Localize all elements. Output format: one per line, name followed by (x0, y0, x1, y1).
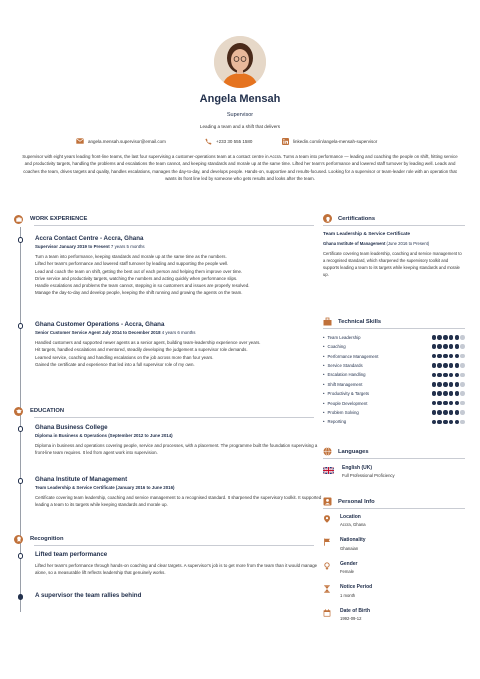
skill-name: • Escalation Handling (323, 372, 366, 377)
rating-dot (437, 335, 442, 340)
calendar-icon (323, 609, 331, 617)
avatar (214, 36, 266, 88)
timeline-dot (18, 426, 24, 432)
certifications-title: Certifications (338, 215, 376, 222)
skill-rating (432, 410, 466, 415)
languages-title: Languages (338, 448, 369, 455)
school-name: Ghana Institute of Management (35, 476, 128, 483)
skill-rating (432, 382, 466, 387)
rating-dot (455, 344, 460, 349)
skill-row (323, 351, 465, 360)
education-details: Certificate covering team leadership, coaching and service management to a recognised standard. It sharpened the supervisory toolkit. It supported leading a team to its targets while keeping standards and morale up. (35, 495, 322, 508)
education-entry (35, 424, 325, 457)
employer-name: Ghana Customer Operations - Accra, Ghana (35, 321, 165, 328)
rating-dot (460, 420, 465, 425)
personal-info-section (323, 496, 465, 631)
certificate-icon (323, 214, 332, 223)
experience-header (14, 213, 314, 225)
rating-dot (455, 382, 460, 387)
phone-contact[interactable] (205, 138, 252, 145)
info-value: 1992-09-12 (340, 616, 362, 622)
rating-dot (443, 363, 448, 368)
rating-dot (432, 363, 437, 368)
rating-dot (437, 420, 442, 425)
rating-dot (449, 420, 454, 425)
rating-dot (455, 363, 460, 368)
personal-info-item (323, 537, 465, 561)
detail-line: Lifted her team's performance and lowered staff turnover by leading and supporting the people well. (35, 261, 229, 267)
rating-dot (432, 420, 437, 425)
hourglass-icon (323, 585, 331, 593)
skill-row (323, 380, 465, 389)
language-level: Full Professional Proficiency (342, 472, 395, 478)
rating-dot (449, 373, 454, 378)
skill-rating (432, 363, 466, 368)
rating-dot (443, 373, 448, 378)
rating-dot (443, 344, 448, 349)
education-header (14, 405, 314, 417)
languages-header (323, 446, 465, 457)
rating-dot (437, 344, 442, 349)
rating-dot (449, 363, 454, 368)
rating-dot (443, 382, 448, 387)
experience-title: WORK EXPERIENCE (30, 216, 88, 222)
email-contact[interactable] (76, 138, 166, 144)
certification-description: Certificate covering team leadership, coaching and service management to a recognised standard, which sharpened the supervisory toolkit and supports leading a team to its targets while keeping standards and morale up. (323, 250, 462, 277)
rating-dot (455, 354, 460, 359)
skill-row (323, 333, 465, 342)
skill-name: • Shift Management (323, 382, 362, 387)
rating-dot (443, 391, 448, 396)
school-name: Ghana Business College (35, 424, 108, 431)
rating-dot (443, 420, 448, 425)
divider (323, 508, 465, 509)
rating-dot (432, 373, 437, 378)
rating-dot (455, 373, 460, 378)
skill-name: • People Development (323, 401, 367, 406)
rating-dot (449, 382, 454, 387)
skill-name: • Problem Solving (323, 410, 359, 415)
certification-name: Team Leadership & Service Certificate (323, 231, 411, 237)
detail-line: Lead and coach the team on shift, getting the best out of each person and helping them improve over time. (35, 268, 243, 274)
rating-dot (460, 344, 465, 349)
experience-details (35, 253, 325, 297)
certifications-header (323, 213, 465, 224)
skill-name: • Productivity & Targets (323, 391, 369, 396)
skill-rating (432, 335, 466, 340)
rating-dot (449, 344, 454, 349)
rating-dot (460, 335, 465, 340)
skill-rating (432, 373, 466, 378)
rating-dot (460, 410, 465, 415)
skill-row (323, 342, 465, 351)
personal-info-item (323, 561, 465, 585)
award-details: Lifted her team's performance through hands-on coaching and clear targets. A supervisor's job is to get more from the team than it would manage alone, so a measurable lift reflects leadership that genuinely works. (35, 563, 318, 576)
skills-list (323, 333, 465, 427)
rating-dot (460, 391, 465, 396)
graduation-cap-icon (14, 407, 23, 416)
languages-section (323, 446, 465, 478)
skill-row (323, 361, 465, 370)
certifications-section (323, 213, 465, 278)
rating-dot (460, 373, 465, 378)
personal-info-list (323, 514, 465, 632)
detail-line: Handle escalations and problems the team cannot, stepping in so customers and issues are properly resolved. (35, 283, 250, 289)
personal-info-item (323, 514, 465, 538)
timeline-dot (18, 553, 24, 559)
award-title: Lifted team performance (35, 551, 108, 558)
rating-dot (455, 401, 460, 406)
rating-dot (432, 391, 437, 396)
globe-icon (323, 447, 332, 456)
skill-rating (432, 354, 466, 359)
rating-dot (460, 354, 465, 359)
education-details: Diploma in business and operations covering people, service and processes, with a placement. The programme built the foundation supervising a front-line team requires. It led from agent work into supervision. (35, 443, 318, 456)
email-text[interactable]: angela.mensah.supervisor@email.com (88, 138, 166, 144)
rating-dot (443, 410, 448, 415)
skill-row (323, 417, 465, 426)
id-card-icon (323, 497, 332, 506)
divider (34, 225, 314, 226)
experience-entry (35, 321, 325, 368)
linkedin-icon (282, 138, 289, 145)
skill-rating (432, 391, 466, 396)
skill-name: • Reporting (323, 419, 346, 424)
degree-dates: Team Leadership & Service Certificate (January 2016 to June 2016) (35, 485, 175, 490)
skill-rating (432, 401, 466, 406)
skills-section (323, 316, 465, 427)
personal-info-title: Personal Info (338, 498, 375, 505)
timeline-dot (18, 478, 24, 484)
phone-icon (205, 138, 212, 145)
info-value: Female (340, 569, 354, 575)
role-dates: Senior Customer Service Agent July 2014 to December 2018 4 years 6 months (35, 330, 196, 335)
skill-name: • Team Leadership (323, 335, 360, 340)
detail-line: Handled customers and supported newer agents as a senior agent, building team-leadership experience over years. (35, 340, 261, 345)
info-value: Ghanaian (340, 545, 359, 551)
degree-dates: Diploma in Business & Operations (September 2012 to June 2014) (35, 433, 173, 438)
rating-dot (432, 354, 437, 359)
rating-dot (437, 401, 442, 406)
rating-dot (432, 410, 437, 415)
duration: 4 years 6 months (161, 330, 196, 335)
rating-dot (460, 382, 465, 387)
personal-info-header (323, 496, 465, 507)
divider (323, 225, 465, 226)
email-icon (76, 138, 84, 144)
linkedin-text[interactable]: linkedin.com/in/angela-mensah-supervisor (293, 139, 378, 144)
rating-dot (432, 382, 437, 387)
detail-line: Gained the certificate and experience that led into a full supervisor role of my own. (35, 361, 195, 367)
skill-name: • Service Standards (323, 363, 363, 368)
detail-line: Learned service, coaching and handling escalations on the job across more than four years. (35, 354, 214, 360)
duration: 7 years 5 months (110, 244, 145, 249)
education-entry (35, 476, 325, 509)
rating-dot (437, 410, 442, 415)
rating-dot (455, 420, 460, 425)
rating-dot (437, 363, 442, 368)
skill-row (323, 389, 465, 398)
rating-dot (437, 382, 442, 387)
linkedin-contact[interactable] (282, 138, 377, 145)
recognition-entry (35, 592, 325, 600)
skill-row (323, 408, 465, 417)
rating-dot (449, 410, 454, 415)
employer-name: Accra Contact Centre - Accra, Ghana (35, 235, 144, 242)
briefcase-icon (14, 215, 23, 224)
language-entry (323, 465, 465, 478)
recognition-header (14, 533, 314, 545)
detail-line: Hit targets, handled escalations and mentored, steadily developing the judgement a supervisor role demands. (35, 347, 248, 353)
skill-name: • Coaching (323, 344, 346, 349)
rating-dot (437, 373, 442, 378)
rating-dot (449, 391, 454, 396)
experience-entry (35, 235, 325, 297)
info-value: Accra, Ghana (340, 522, 366, 528)
info-label: Location (340, 513, 361, 520)
rating-dot (432, 335, 437, 340)
tagline: Leading a team and a shift that delivers (199, 124, 281, 129)
info-label: Notice Period (340, 584, 373, 591)
timeline-dot (18, 323, 24, 329)
phone-text[interactable]: +233 30 555 1580 (216, 139, 253, 144)
timeline-dot (18, 594, 24, 600)
rating-dot (455, 391, 460, 396)
award-title: A supervisor the team rallies behind (35, 592, 142, 599)
detail-line: Turn a team into performance, keeping standards and morale up at the same time as the numbers. (35, 254, 227, 259)
skill-name: • Performance Management (323, 354, 378, 359)
rating-dot (455, 335, 460, 340)
detail-line: Manage the day-to-day and develop people, keeping the shift running and growing the agents on the team. (35, 290, 243, 296)
personal-info-item (323, 584, 465, 608)
skill-rating (432, 420, 466, 425)
divider (34, 417, 314, 418)
info-label: Date of Birth (340, 607, 370, 614)
recognition-title: Recognition (30, 536, 64, 542)
personal-info-item (323, 608, 465, 632)
info-label: Gender (340, 560, 358, 567)
rating-dot (449, 335, 454, 340)
rating-dot (437, 354, 442, 359)
skills-title: Technical Skills (338, 318, 382, 325)
certification-issuer: Ghana Institute of Management (June 2016 to Present) (323, 240, 430, 246)
candidate-name: Angela Mensah (199, 93, 281, 105)
award-icon (14, 535, 23, 544)
skill-row (323, 370, 465, 379)
job-title: Supervisor (226, 112, 254, 118)
rating-dot (449, 354, 454, 359)
rating-dot (443, 354, 448, 359)
rating-dot (432, 344, 437, 349)
divider (323, 458, 465, 459)
uk-flag-icon (323, 467, 334, 474)
education-section (14, 405, 314, 417)
detail-line: Drive service and productivity targets, watching the numbers and acting quickly when performance slips. (35, 275, 238, 281)
role-dates: Supervisor January 2019 to Present 7 years 5 months (35, 244, 145, 249)
divider (323, 328, 465, 329)
skills-header (323, 316, 465, 327)
rating-dot (455, 410, 460, 415)
experience-section (14, 213, 314, 225)
rating-dot (437, 391, 442, 396)
profile-summary: Supervisor with eight years leading front-line teams, the last four supervising a customer-operations team at a contact centre in Accra. Turns a team into performance — leading and coaching the people on shift, hitting service and productivity targets, handling the problems and escalations the team cannot, and keeping standards and morale up at the same time. Lifted her team's performance and lowered staff turnover by leading well. Leads and coaches the team, drives targets and quality, handles escalations, manages the day-to-day, and develops people. Hands-on, supportive and results-focused. Looking for a supervisor or team-leader role with an operation that wants its front line led by someone who gets results and looks after the team. (22, 154, 458, 182)
skill-rating (432, 344, 466, 349)
gender-icon (323, 562, 331, 570)
recognition-section (14, 533, 314, 545)
toolbox-icon (323, 317, 332, 326)
experience-details (35, 339, 325, 368)
location-pin-icon (323, 515, 331, 523)
rating-dot (460, 363, 465, 368)
info-label: Nationality (340, 537, 366, 544)
skill-row (323, 398, 465, 407)
rating-dot (443, 335, 448, 340)
timeline-dot (18, 237, 24, 243)
info-value: 1 month (340, 592, 356, 598)
flag-icon (323, 538, 331, 546)
language-name: English (UK) (342, 464, 372, 471)
rating-dot (460, 401, 465, 406)
rating-dot (432, 401, 437, 406)
education-title: EDUCATION (30, 408, 65, 414)
recognition-entry (35, 551, 325, 577)
divider (34, 545, 314, 546)
rating-dot (449, 401, 454, 406)
rating-dot (443, 401, 448, 406)
